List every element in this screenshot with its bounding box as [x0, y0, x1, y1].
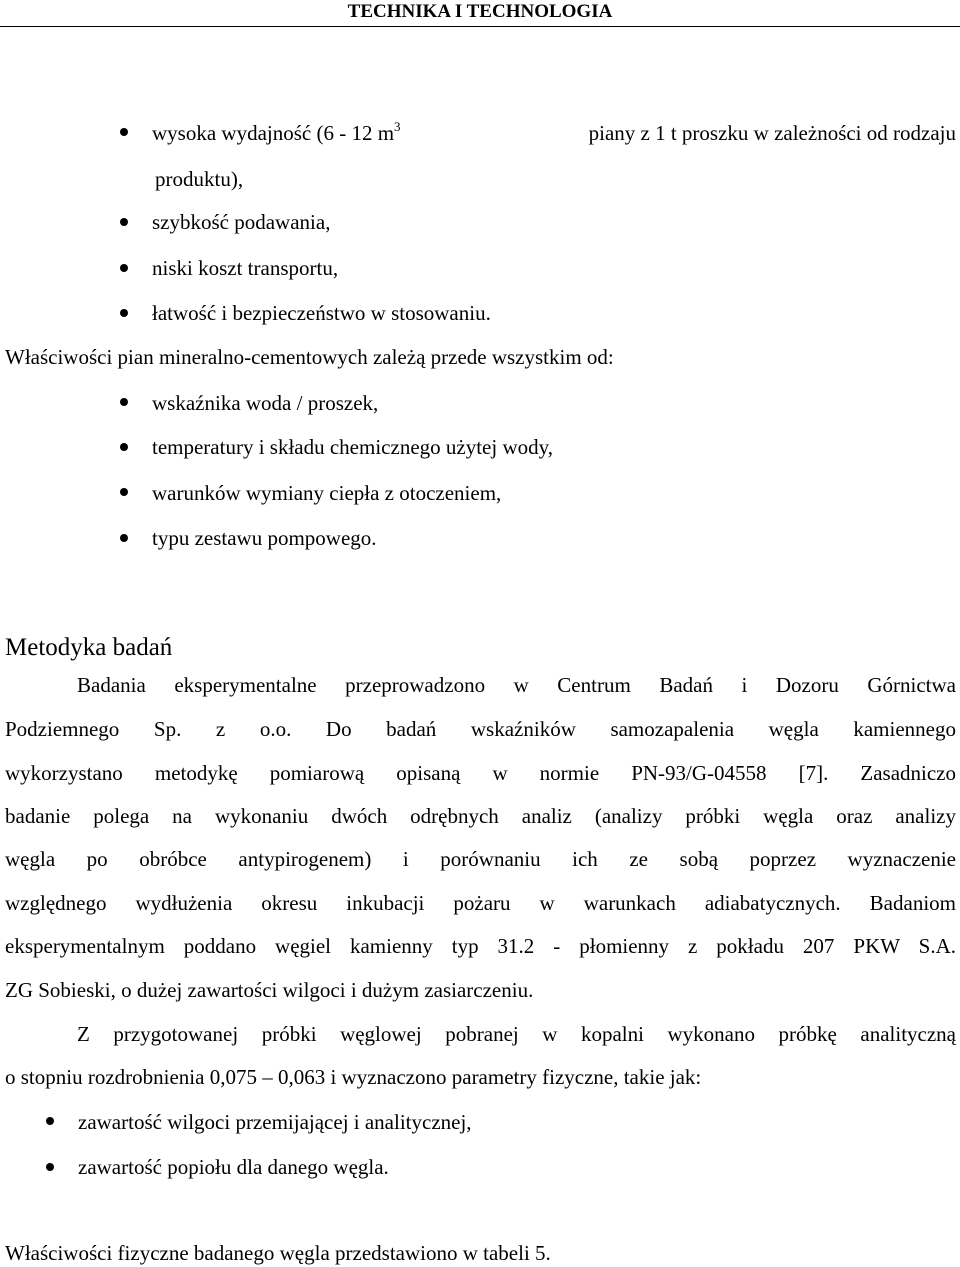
paragraph-line: względnego wydłużenia okresu inkubacji pożaru w warunkach adiabatycznych. Badaniom [5, 891, 956, 915]
list-item: wskaźnika woda / proszek, [152, 391, 379, 415]
list-item-text-end: piany z 1 t proszku w zależności od rodzaju [588, 121, 956, 145]
intro-paragraph: Właściwości pian mineralno-cementowych zależą przede wszystkim od: [5, 345, 614, 369]
bullet-icon [120, 534, 128, 542]
section-heading: Metodyka badań [5, 634, 173, 661]
list-item: temperatury i składu chemicznego użytej wody, [152, 435, 553, 459]
paragraph-line: ZG Sobieski, o dużej zawartości wilgoci i dużym zasiarczeniu. [5, 978, 534, 1002]
bullet-icon [46, 1163, 54, 1171]
bullet-icon [120, 443, 128, 451]
paragraph-line: Badania eksperymentalne przeprowadzono w Centrum Badań i Dozoru Górnictwa [77, 673, 956, 697]
list-item: niski koszt transportu, [152, 256, 339, 280]
list-item: zawartość wilgoci przemijającej i analitycznej, [78, 1110, 472, 1134]
bullet-icon [120, 218, 128, 226]
bullet-icon [120, 128, 128, 136]
list-item-continuation: produktu), [155, 167, 244, 191]
paragraph-line: o stopniu rozdrobnienia 0,075 – 0,063 i wyznaczono parametry fizyczne, takie jak: [5, 1065, 702, 1089]
list-item: warunków wymiany ciepła z otoczeniem, [152, 481, 502, 505]
superscript: 3 [394, 119, 401, 134]
header-rule [0, 26, 960, 27]
bullet-icon [120, 309, 128, 317]
list-item: typu zestawu pompowego. [152, 526, 377, 550]
paragraph-line: węgla po obróbce antypirogenem) i porównaniu ich ze sobą poprzez wyznaczenie [5, 847, 956, 871]
running-header: TECHNIKA I TECHNOLOGIA [347, 1, 613, 22]
bullet-icon [46, 1117, 54, 1125]
paragraph-line: eksperymentalnym poddano węgiel kamienny typ 31.2 - płomienny z pokładu 207 PKW S.A. [5, 934, 956, 958]
paragraph-line: wykorzystano metodykę pomiarową opisaną w normie PN-93/G-04558 [7]. Zasadniczo [5, 761, 956, 785]
bullet-icon [120, 264, 128, 272]
paragraph-line: Z przygotowanej próbki węglowej pobranej w kopalni wykonano próbkę analityczną [77, 1022, 956, 1046]
bullet-icon [120, 488, 128, 496]
list-item: szybkość podawania, [152, 210, 331, 234]
bullet-icon [120, 398, 128, 406]
paragraph-line: Podziemnego Sp. z o.o. Do badań wskaźników samozapalenia węgla kamiennego [5, 717, 956, 741]
list-item: łatwość i bezpieczeństwo w stosowaniu. [152, 301, 491, 325]
list-item-text-start: wysoka wydajność (6 - 12 $m^3$ [152, 119, 401, 145]
paragraph-line: badanie polega na wykonaniu dwóch odrębnych analiz (analizy próbki węgla oraz analizy [5, 804, 956, 828]
list-item [152, 120, 956, 146]
closing-paragraph: Właściwości fizyczne badanego węgla przedstawiono w tabeli 5. [5, 1241, 551, 1265]
list-item: zawartość popiołu dla danego węgla. [78, 1155, 389, 1179]
